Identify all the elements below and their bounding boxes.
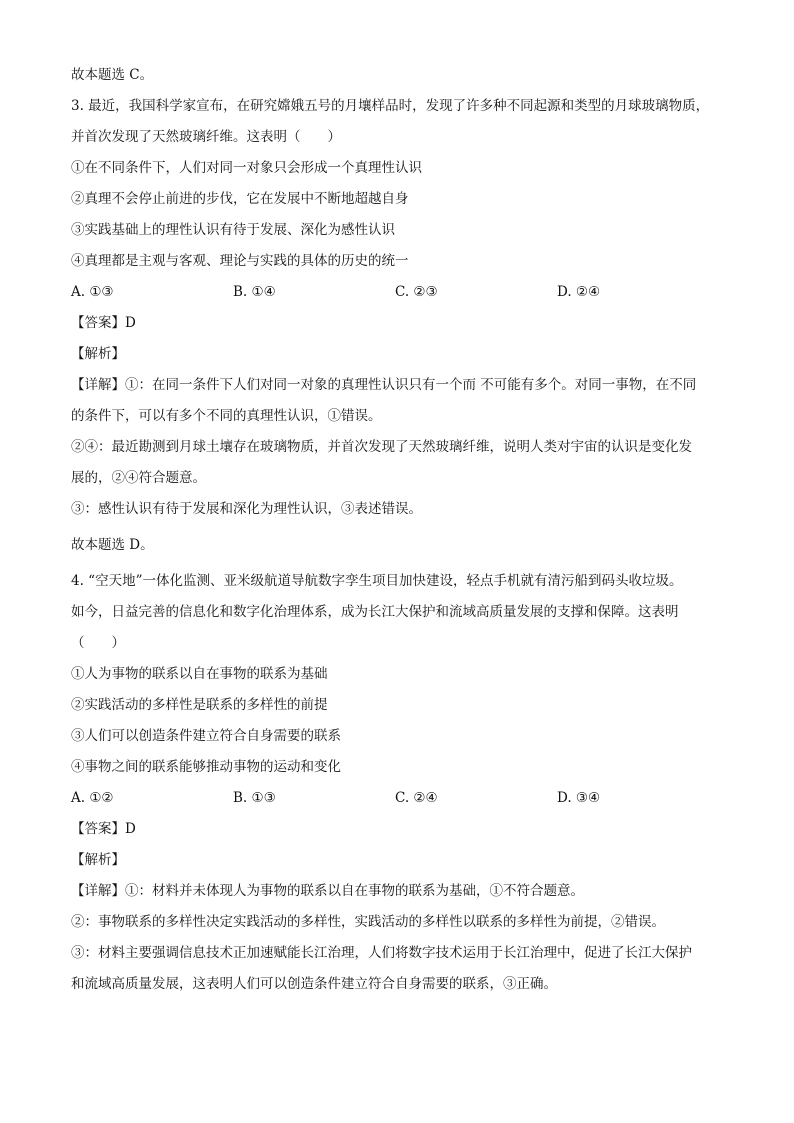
q3-option-a: A. ①③ [71,284,114,300]
q3-detail-line-4: 展的，②④符合题意。 [71,470,206,486]
q3-statement-2: ②真理不会停止前进的步伐，它在发展中不断地超越自身 [71,191,409,207]
q4-option-c: C. ②④ [395,790,438,806]
q3-statement-3: ③实践基础上的理性认识有待于发展、深化为感性认识 [71,222,395,238]
q3-analysis-title: 【解析】 [71,346,125,362]
q4-analysis-title: 【解析】 [71,852,125,868]
q3-options [71,277,754,308]
q4-stem-line-1: 4. “空天地”一体化监测、亚米级航道导航数字孪生项目加快建设，轻点手机就有清污船到码头收垃圾。 [71,573,683,589]
q4-answer: 【答案】D [71,821,136,837]
previous-question-conclusion: 故本题选 C。 [71,67,154,83]
q3-statement-1: ①在不同条件下，人们对同一对象只会形成一个真理性认识 [71,160,422,176]
q3-detail-line-5: ③：感性认识有待于发展和深化为理性认识，③表述错误。 [71,501,422,517]
q3-stem-line-2: 并首次发现了天然玻璃纤维。这表明（ ） [71,129,341,145]
q4-statement-3: ③人们可以创造条件建立符合自身需要的联系 [71,728,341,744]
q3-option-c: C. ②③ [395,284,438,300]
q4-option-a: A. ①② [71,790,114,806]
q4-detail-line-4: 和流域高质量发展，这表明人们可以创造条件建立符合自身需要的联系，③正确。 [71,976,557,992]
q4-detail-line-3: ③：材料主要强调信息技术正加速赋能长江治理，人们将数字技术运用于长江治理中，促进了长江大保护 [71,945,692,961]
q4-option-d: D. ③④ [557,790,601,806]
question-3 [71,91,754,561]
q4-stem-line-3: （ ） [71,635,125,651]
q3-stem-line-1: 3. 最近，我国科学家宣布，在研究嫦娥五号的月壤样品时，发现了许多种不同起源和类型的月球玻璃物质， [71,98,710,114]
q4-statement-4: ④事物之间的联系能够推动事物的运动和变化 [71,759,341,775]
q4-options [71,783,754,814]
q3-option-d: D. ②④ [557,284,601,300]
q4-stem-line-2: 如今，日益完善的信息化和数字化治理体系，成为长江大保护和流域高质量发展的支撑和保障。这表明 [71,604,679,620]
q3-conclusion: 故本题选 D。 [71,537,154,553]
q4-statement-1: ①人为事物的联系以自在事物的联系为基础 [71,666,328,682]
q4-detail-line-1: 【详解】①：材料并未体现人为事物的联系以自在事物的联系为基础，①不符合题意。 [71,883,584,899]
q4-statement-2: ②实践活动的多样性是联系的多样性的前提 [71,697,328,713]
q4-detail-line-2: ②：事物联系的多样性决定实践活动的多样性，实践活动的多样性以联系的多样性为前提，②错误。 [71,914,665,930]
q3-statement-4: ④真理都是主观与客观、理论与实践的具体的历史的统一 [71,253,409,269]
q3-detail-line-3: ②④：最近勘测到月球土壤存在玻璃物质，并首次发现了天然玻璃纤维，说明人类对宇宙的认识是变化发 [71,439,692,455]
q3-answer: 【答案】D [71,315,136,331]
q3-option-b: B. ①④ [233,284,276,300]
q3-detail-line-1: 【详解】①：在同一条件下人们对同一对象的真理性认识只有一个而 不可能有多个。对同一事物，在不同 [71,377,697,393]
q4-option-b: B. ①③ [233,790,276,806]
q3-detail-line-2: 的条件下，可以有多个不同的真理性认识，①错误。 [71,408,382,424]
question-4 [71,566,754,1000]
